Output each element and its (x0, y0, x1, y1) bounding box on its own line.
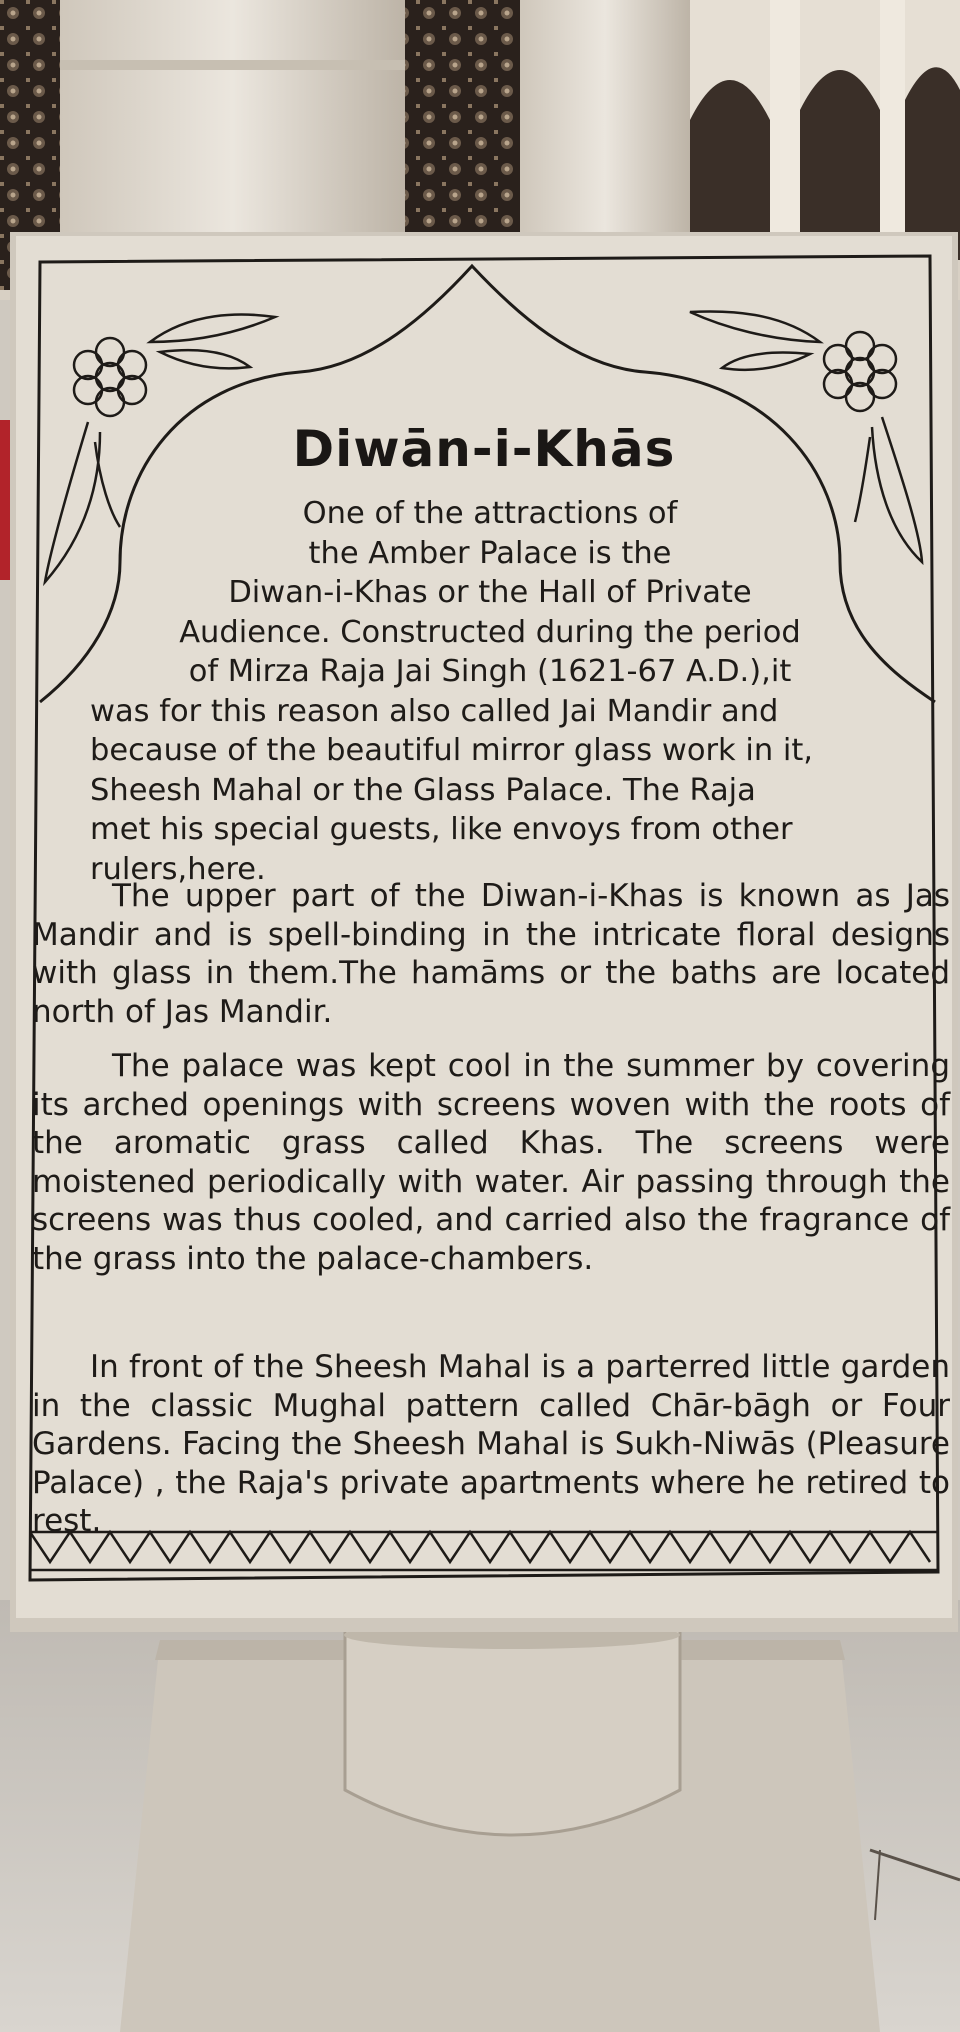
intro-line: Diwan-i-Khas or the Hall of Private (228, 575, 752, 610)
intro-line: Sheesh Mahal or the Glass Palace. The Raja (90, 772, 756, 808)
intro-line: Audience. Constructed during the period (179, 614, 801, 650)
paragraph-char-bagh: In front of the Sheesh Mahal is a parterred little garden in the classic Mughal pattern called Chār-bāgh or Four Gardens. Facing the Sheesh Mahal is Sukh-Niwās (Pleasure Palace) , the Raja's private apartments where he retired to rest. (32, 1349, 950, 1539)
intro-line: the Amber Palace is the (308, 535, 672, 571)
paragraph-khas-screens: The palace was kept cool in the summer by covering its arched openings with screens woven with the roots of the aromatic grass called Khas. The screens were moistened periodically with water. Air passing through the screens was thus cooled, and carried also the fragrance of the grass into the palace-chambers. (32, 1048, 950, 1277)
intro-line: One of the attractions of (302, 496, 678, 531)
intro-line: was for this reason also called Jai Mandir and (90, 693, 779, 729)
paragraph-jas-mandir: The upper part of the Diwan-i-Khas is known as Jas Mandir and is spell-binding in the intricate floral designs with glass in them.The hamāms or the baths are located north of Jas Mandir. (32, 878, 950, 1030)
information-plaque (10, 232, 958, 1632)
paragraph-intro (90, 494, 890, 889)
intro-line: of Mirza Raja Jai Singh (1621-67 A.D.),it (188, 654, 792, 689)
intro-line: because of the beautiful mirror glass work in it, (90, 733, 814, 768)
intro-line: rulers,here. (90, 851, 266, 887)
plaque-text (10, 232, 958, 1632)
intro-line: met his special guests, like envoys from other (90, 812, 793, 847)
plaque-title: Diwān-i-Khās (292, 420, 676, 478)
